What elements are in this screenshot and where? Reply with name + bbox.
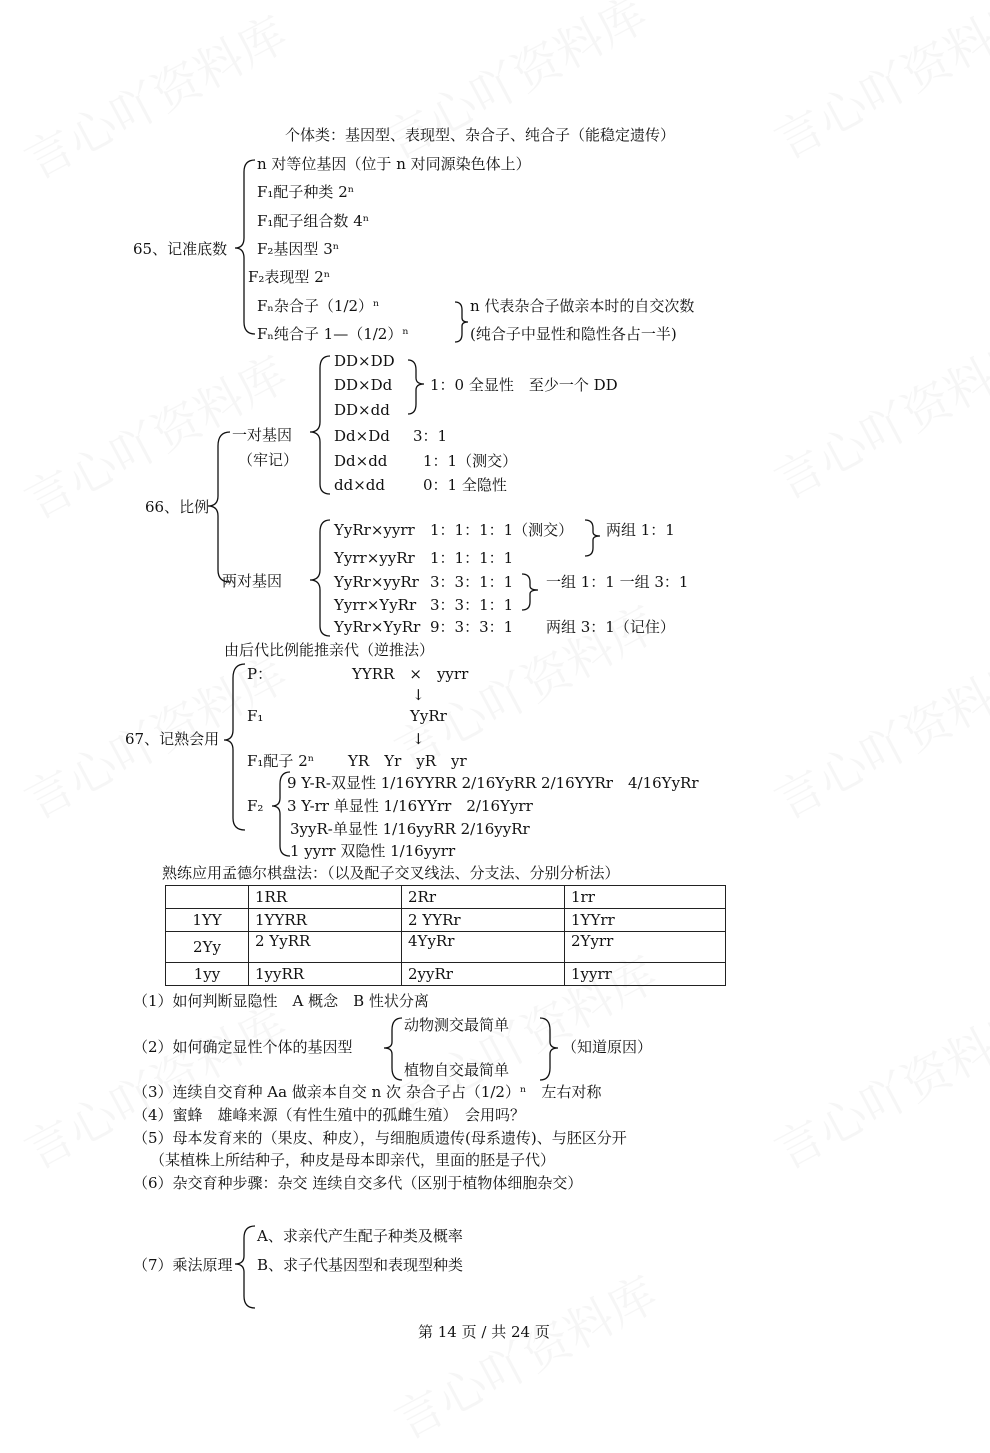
- one-pair-label: 一对基因: [232, 426, 293, 444]
- one-pair-note: （牢记）: [238, 451, 299, 469]
- f1-gametes: YR Yr yR yr: [348, 752, 467, 770]
- ratio-result: 1：1（测交）: [423, 452, 518, 470]
- ratio-result: 3：1: [413, 427, 448, 445]
- f2-line: 3yyR-单显性 1/16yyRR 2/16yyRr: [290, 820, 530, 838]
- cross-row: YyRr×YyRr: [334, 618, 421, 636]
- punnett-intro: 熟练应用孟德尔棋盘法：（以及配子交叉线法、分支法、分别分析法）: [162, 864, 620, 882]
- question-2-animal: 动物测交最简单: [404, 1016, 510, 1034]
- cross-row: Yyrr×YyRr: [334, 596, 417, 614]
- s65-note: n 代表杂合子做亲本时的自交次数: [470, 297, 695, 315]
- table-header-cell: 1rr: [565, 886, 726, 909]
- ratio-result: 0：1 全隐性: [423, 476, 507, 494]
- cross-row: DD×Dd: [334, 376, 393, 394]
- f2-line: 9 Y-R-双显性 1/16YYRR 2/16YyRR 2/16YYRr 4/16YyRr: [287, 774, 699, 792]
- question-2-note: （知道原因）: [562, 1038, 653, 1056]
- question-3: （3）连续自交育种 Aa 做亲本自交 n 次 杂合子占（1/2）ⁿ 左右对称: [133, 1083, 602, 1101]
- table-cell: 2yyRr: [402, 963, 565, 986]
- table-header-cell: [166, 886, 249, 909]
- question-4: （4）蜜蜂 雄峰来源（有性生殖中的孤雌生殖） 会用吗？: [133, 1106, 526, 1124]
- row-label: 1yy: [166, 963, 249, 986]
- individual-categories-line: 个体类：基因型、表现型、杂合子、纯合子（能稳定遗传）: [285, 126, 676, 144]
- f2-line: 1 yyrr 双隐性 1/16yyrr: [290, 842, 456, 860]
- question-2-plant: 植物自交最简单: [404, 1061, 510, 1079]
- s65-item: n 对等位基因（位于 n 对同源染色体上）: [257, 155, 531, 173]
- table-row: [166, 909, 726, 932]
- table-cell: 4YyRr: [402, 932, 565, 963]
- cross-row: DD×DD: [334, 352, 395, 370]
- table-cell: 2Yyrr: [565, 932, 726, 963]
- question-2-label: （2）如何确定显性个体的基因型: [133, 1038, 353, 1056]
- s65-item: Fₙ纯合子 1—（1/2）ⁿ: [257, 325, 409, 343]
- table-cell: 1YYRR: [249, 909, 402, 932]
- table-cell: 2 YyRR: [249, 932, 402, 963]
- ratio-result: 3：3：1：1: [430, 573, 514, 591]
- table-row: [166, 932, 726, 963]
- s65-item: F₂表现型 2ⁿ: [248, 268, 331, 286]
- question-5-detail: （某植株上所结种子，种皮是母本即亲代，里面的胚是子代）: [150, 1151, 556, 1169]
- ratio-result: 9：3：3：1: [430, 618, 514, 636]
- s65-item: F₁配子种类 2ⁿ: [257, 183, 355, 201]
- table-header-row: [166, 886, 726, 909]
- table-header-cell: 1RR: [249, 886, 402, 909]
- section-67-label: 67、记熟会用: [125, 730, 220, 748]
- table-row: [166, 963, 726, 986]
- ratio-result: 1：0 全显性 至少一个 DD: [430, 376, 618, 394]
- cross-row: dd×dd: [334, 476, 385, 494]
- question-7-a: A、求亲代产生配子种类及概率: [257, 1227, 463, 1245]
- cross-row: Dd×dd: [334, 452, 388, 470]
- cross-row: YyRr×yyrr: [334, 521, 415, 539]
- s65-item: Fₙ杂合子（1/2）ⁿ: [257, 297, 380, 315]
- reverse-inference-line: 由后代比例能推亲代（逆推法）: [224, 641, 435, 659]
- ratio-result: 3：3：1：1: [430, 596, 514, 614]
- s65-item: F₂基因型 3ⁿ: [257, 240, 340, 258]
- row-label: 2Yy: [166, 932, 249, 963]
- s65-item: F₁配子组合数 4ⁿ: [257, 212, 370, 230]
- cross-row: DD×dd: [334, 401, 390, 419]
- cross-row: Dd×Dd: [334, 427, 390, 445]
- ratio-result: 1：1：1：1（测交）: [430, 521, 574, 539]
- ratio-result: 1：1：1：1: [430, 549, 514, 567]
- ratio-note: 两组 1：1: [606, 521, 675, 539]
- f2-label: F₂: [247, 797, 264, 815]
- punnett-square: [165, 885, 726, 986]
- s65-note: (纯合子中显性和隐性各占一半): [470, 325, 677, 343]
- section-66-label: 66、比例: [145, 498, 210, 516]
- question-7-label: （7）乘法原理: [133, 1256, 233, 1274]
- question-6: （6）杂交育种步骤：杂交 连续自交多代（区别于植物体细胞杂交）: [133, 1174, 583, 1192]
- section-65-label: 65、记准底数: [133, 240, 228, 258]
- row-label: 1YY: [166, 909, 249, 932]
- question-1: （1）如何判断显隐性 A 概念 B 性状分离: [133, 992, 429, 1010]
- table-cell: 1yyRR: [249, 963, 402, 986]
- question-7-b: B、求子代基因型和表现型种类: [257, 1256, 464, 1274]
- two-pair-label: 两对基因: [222, 572, 283, 590]
- down-arrow: ↓: [412, 686, 425, 704]
- down-arrow: ↓: [412, 730, 425, 748]
- f2-line: 3 Y-rr 单显性 1/16YYrr 2/16Yyrr: [287, 797, 533, 815]
- p-cross: YYRR × yyrr: [352, 665, 469, 683]
- cross-row: Yyrr×yyRr: [334, 549, 415, 567]
- table-cell: 1yyrr: [565, 963, 726, 986]
- table-cell: 1YYrr: [565, 909, 726, 932]
- page-footer: 第 14 页 / 共 24 页: [418, 1323, 550, 1341]
- table-header-cell: 2Rr: [402, 886, 565, 909]
- f1-genotype: YyRr: [410, 707, 447, 725]
- f1-gametes-label: F₁配子 2ⁿ: [247, 752, 315, 770]
- ratio-note: 两组 3：1（记住）: [546, 618, 675, 636]
- p-label: P：: [247, 665, 273, 683]
- cross-row: YyRr×yyRr: [334, 573, 419, 591]
- ratio-note: 一组 1：1 一组 3：1: [546, 573, 689, 591]
- question-5: （5）母本发育来的（果皮、种皮），与细胞质遗传(母系遗传)、与胚区分开: [133, 1129, 627, 1147]
- table-cell: 2 YYRr: [402, 909, 565, 932]
- f1-label: F₁: [247, 707, 264, 725]
